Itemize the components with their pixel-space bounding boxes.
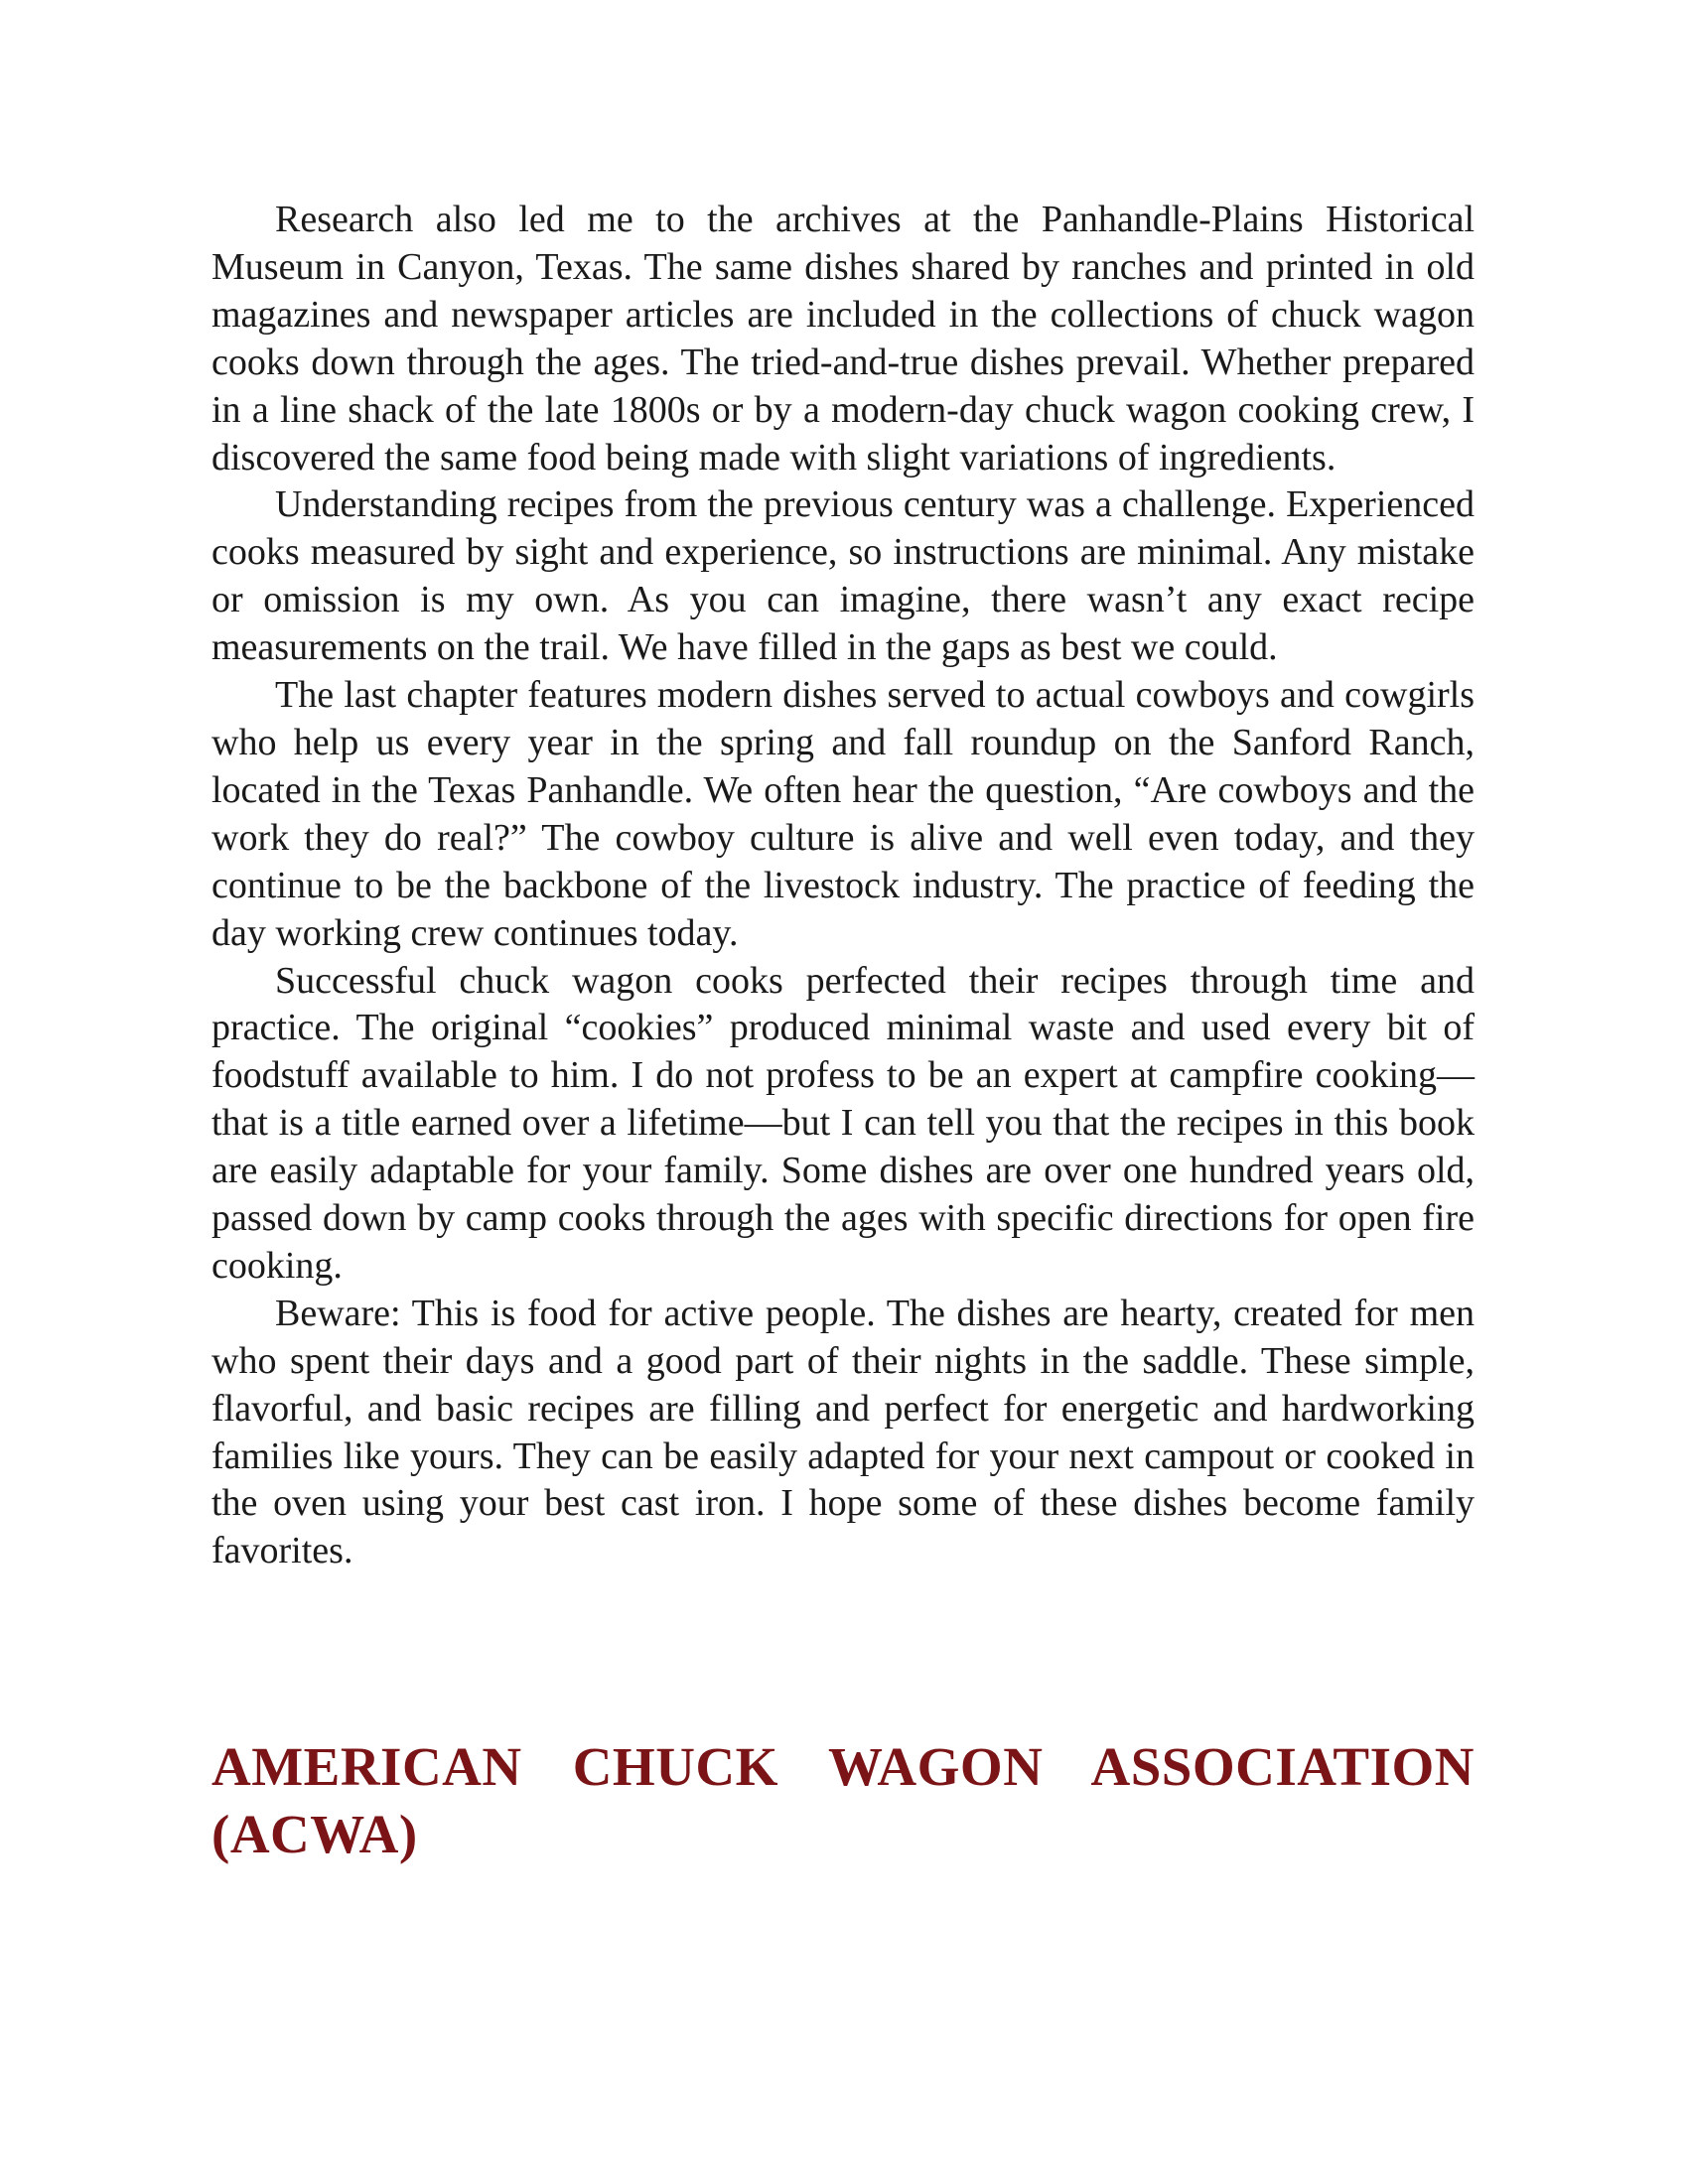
paragraph-archives-research: Research also led me to the archives at the Panhandle-Plains Historical Museum in Canyon, Texas. The same dishes shared by ranches and printed in old magazines and newspaper articles are included in the collections of chuck wagon cooks down through the ages. The tried-and-true dishes prevail. Whether prepared in a line shack of the late 1800s or by a modern-day chuck wagon cooking crew, I discovered the same food being made with slight variations of ingredients. bbox=[211, 199, 1475, 478]
section-heading: AMERICAN CHUCK WAGON ASSOCIATION (ACWA) bbox=[211, 1736, 1475, 1864]
paragraph-beware: Beware: This is food for active people. The dishes are hearty, created for men who spent their days and a good part of their nights in the saddle. These simple, flavorful, and basic recipes are filling and perfect for energetic and hardworking families like yours. They can be easily adapted for your next campout or cooked in the oven using your best cast iron. I hope some of these dishes become family favorites. bbox=[211, 1292, 1475, 1572]
paragraph-successful-cooks: Successful chuck wagon cooks perfected their recipes through time and practice. The original “cookies” produced minimal waste and used every bit of foodstuff available to him. I do not profess to be an expert at campfire cooking—that is a title earned over a lifetime—but I can tell you that the recipes in this book are easily adaptable for your family. Some dishes are over one hundred years old, passed down by camp cooks through the ages with specific directions for open fire cooking. bbox=[211, 959, 1475, 1287]
body-text bbox=[211, 197, 1475, 1575]
paragraph-understanding-recipes: Understanding recipes from the previous century was a challenge. Experienced cooks measured by sight and experience, so instructions are minimal. Any mistake or omission is my own. As you can imagine, there wasn’t any exact recipe measurements on the trail. We have filled in the gaps as best we could. bbox=[211, 483, 1475, 669]
paragraph-last-chapter: The last chapter features modern dishes served to actual cowboys and cowgirls who help us every year in the spring and fall roundup on the Sanford Ranch, located in the Texas Panhandle. We often hear the question, “Are cowboys and the work they do real?” The cowboy culture is alive and well even today, and they continue to be the backbone of the livestock industry. The practice of feeding the day working crew continues today. bbox=[211, 674, 1475, 954]
